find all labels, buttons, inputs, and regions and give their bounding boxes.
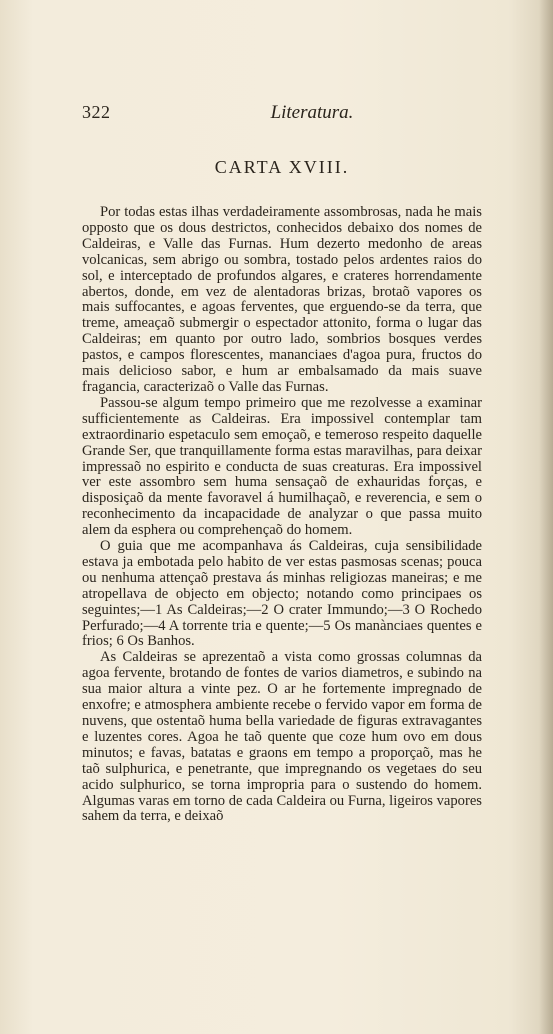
page-number: 322 [82, 102, 111, 122]
paragraph: As Caldeiras se aprezentaõ a vista como grossas columnas da agoa fervente, brotando de fontes de varios diametros, e subindo na sua maior altura a vinte pez. O ar he fortemente impregnado de enxofre; e atmosphera ambiente recebe o fervido vapor em forma de nuvens, que ostentaõ huma bella variedade de figuras extravagantes e luzentes cores. Agoa he taõ quente que coze hum ovo em dous minutos; e favas, batatas e graons em tempo a proporçaõ, mas he taõ sulphurica, e penetrante, que impregnando os vegetaes do seu acido sulphurico, se torna impropria para o sustendo do homem. Algumas varas em torno de cada Caldeira ou Furna, ligeiros vapores sahem da terra, e deixaõ [82, 649, 482, 825]
page-gutter-shadow [539, 0, 553, 1034]
paragraph: Passou-se algum tempo primeiro que me rezolvesse a examinar sufficientemente as Caldeiras. Era impossivel contemplar tam extraordinario espetaculo sem emoçaõ, e temeroso respeito daquelle Grande Ser, que tranquillamente forma estas maravilhas, para deixar impressaõ no espirito e conducta de suas creaturas. Era impossivel ver este assombro sem huma sensaçaõ de exhauridas forças, e disposiçaõ da mente favoravel á humilhaçaõ, e reverencia, e sem o reconhecimento da incapacidade de analyzar o que passa muito alem da esphera ou comprehençaõ do homem. [82, 394, 482, 539]
letter-title: CARTA XVIII. [214, 157, 350, 177]
running-head: Literatura. [270, 102, 354, 123]
letter-body [82, 205, 482, 825]
paragraph: Por todas estas ilhas verdadeiramente assombrosas, nada he mais opposto que os dous destrictos, conhecidos debaixo dos nomes de Caldeiras, e Valle das Furnas. Hum dezerto medonho de areas volcanicas, sem abrigo ou sombra, tostado pelos ardentes raios do sol, e interceptado de profundos algares, e crateres horrendamente abertos, donde, em vez de alentadoras brizas, brotaõ vapores os mais suffocantes, e agoas ferventes, que erguendo-se da terra, que treme, ameaçaõ submergir o espectador attonito, forma o lugar das Caldeiras; em quanto por outro lado, sombrios bosques verdes pastos, e campos florescentes, mananciaes d'agoa pura, fructos do mais delicioso sabor, e hum ar embalsamado da mais suave fragancia, caracterizaõ o Valle das Furnas. [82, 204, 482, 395]
paragraph: O guia que me acompanhava ás Caldeiras, cuja sensibilidade estava ja embotada pelo habito de ver estas pasmosas scenas; pouca ou nenhuma attençaõ prestava ás minhas religiozas maneiras; e me atropellava de objecto em objecto; notando como principaes os seguintes;—1 As Caldeiras;—2 O crater Immundo;—3 O Rochedo Perfurado;—4 A torrente tria e quente;—5 Os manànciaes quentes e frios; 6 Os Banhos. [82, 538, 482, 650]
page-header [82, 102, 482, 128]
